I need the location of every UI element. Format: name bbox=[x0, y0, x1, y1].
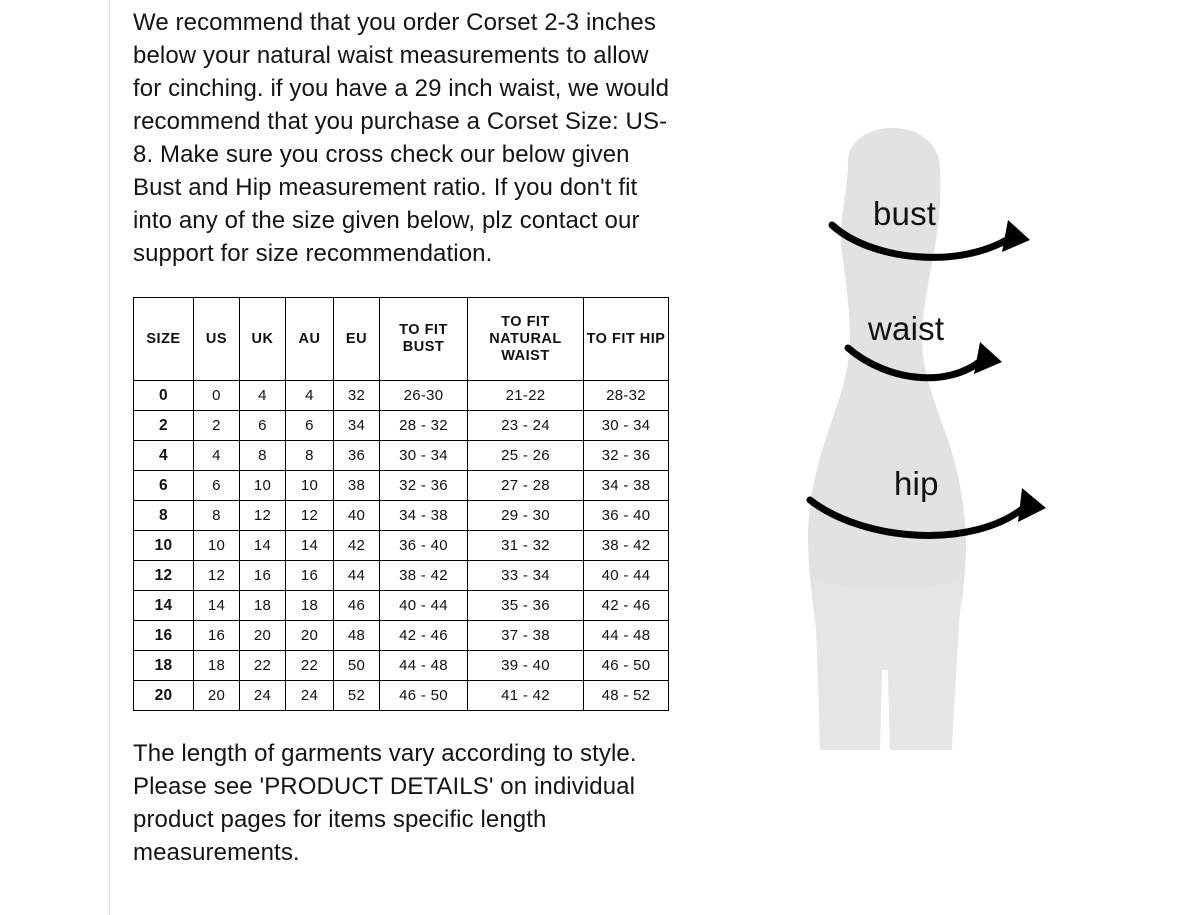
cell-eu: 36 bbox=[334, 441, 380, 471]
cell-bust: 40 - 44 bbox=[380, 591, 468, 621]
cell-uk: 10 bbox=[240, 471, 286, 501]
cell-uk: 4 bbox=[240, 381, 286, 411]
cell-natural-waist: 27 - 28 bbox=[468, 471, 584, 501]
table-row bbox=[134, 591, 669, 621]
cell-eu: 38 bbox=[334, 471, 380, 501]
cell-bust: 28 - 32 bbox=[380, 411, 468, 441]
cell-bust: 42 - 46 bbox=[380, 621, 468, 651]
cell-uk: 24 bbox=[240, 681, 286, 711]
table-row bbox=[134, 561, 669, 591]
table-row bbox=[134, 681, 669, 711]
cell-natural-waist: 31 - 32 bbox=[468, 531, 584, 561]
cell-eu: 34 bbox=[334, 411, 380, 441]
footer-paragraph: The length of garments vary according to style. Please see 'PRODUCT DETAILS' on individual product pages for items specific length measurements. bbox=[133, 740, 637, 866]
column-header-au: AU bbox=[286, 298, 334, 381]
cell-us: 4 bbox=[194, 441, 240, 471]
cell-natural-waist: 41 - 42 bbox=[468, 681, 584, 711]
cell-size: 18 bbox=[134, 651, 194, 681]
cell-bust: 44 - 48 bbox=[380, 651, 468, 681]
intro-paragraph: We recommend that you order Corset 2-3 inches below your natural waist measurements to allow for cinching. if you have a 29 inch waist, we would recommend that you purchase a Corset Size: US-8. Make sure you cross check our below given Bust and Hip measurement ratio. If you don't fit into any of the size given below, plz contact our support for size recommendation. bbox=[133, 9, 670, 267]
cell-eu: 32 bbox=[334, 381, 380, 411]
cell-natural-waist: 23 - 24 bbox=[468, 411, 584, 441]
cell-hip: 48 - 52 bbox=[584, 681, 669, 711]
cell-natural-waist: 35 - 36 bbox=[468, 591, 584, 621]
cell-au: 8 bbox=[286, 441, 334, 471]
waist-label: waist bbox=[868, 310, 945, 347]
cell-hip: 32 - 36 bbox=[584, 441, 669, 471]
cell-size: 14 bbox=[134, 591, 194, 621]
cell-uk: 8 bbox=[240, 441, 286, 471]
cell-au: 6 bbox=[286, 411, 334, 441]
column-header-to-fit-hip: TO FIT HIP bbox=[584, 298, 669, 381]
left-margin-rule bbox=[109, 0, 110, 915]
column-header-to-fit-bust: TO FIT BUST bbox=[380, 298, 468, 381]
cell-hip: 28-32 bbox=[584, 381, 669, 411]
cell-hip: 38 - 42 bbox=[584, 531, 669, 561]
cell-hip: 34 - 38 bbox=[584, 471, 669, 501]
cell-natural-waist: 37 - 38 bbox=[468, 621, 584, 651]
table-row bbox=[134, 411, 669, 441]
cell-au: 12 bbox=[286, 501, 334, 531]
cell-natural-waist: 39 - 40 bbox=[468, 651, 584, 681]
column-header-us: US bbox=[194, 298, 240, 381]
cell-us: 2 bbox=[194, 411, 240, 441]
cell-au: 18 bbox=[286, 591, 334, 621]
table-header-row bbox=[134, 298, 669, 381]
cell-hip: 46 - 50 bbox=[584, 651, 669, 681]
cell-us: 8 bbox=[194, 501, 240, 531]
cell-size: 12 bbox=[134, 561, 194, 591]
cell-natural-waist: 21-22 bbox=[468, 381, 584, 411]
cell-eu: 44 bbox=[334, 561, 380, 591]
cell-au: 20 bbox=[286, 621, 334, 651]
cell-eu: 52 bbox=[334, 681, 380, 711]
cell-bust: 36 - 40 bbox=[380, 531, 468, 561]
cell-au: 4 bbox=[286, 381, 334, 411]
text-and-table-column bbox=[133, 0, 693, 893]
cell-us: 10 bbox=[194, 531, 240, 561]
bust-label: bust bbox=[873, 195, 937, 232]
cell-size: 2 bbox=[134, 411, 194, 441]
cell-au: 10 bbox=[286, 471, 334, 501]
table-row bbox=[134, 441, 669, 471]
cell-bust: 46 - 50 bbox=[380, 681, 468, 711]
cell-us: 14 bbox=[194, 591, 240, 621]
column-header-to-fit-natural-waist: TO FIT NATURAL WAIST bbox=[468, 298, 584, 381]
cell-bust: 34 - 38 bbox=[380, 501, 468, 531]
cell-hip: 40 - 44 bbox=[584, 561, 669, 591]
size-chart-table bbox=[133, 297, 669, 711]
cell-us: 0 bbox=[194, 381, 240, 411]
cell-bust: 30 - 34 bbox=[380, 441, 468, 471]
cell-uk: 18 bbox=[240, 591, 286, 621]
cell-bust: 38 - 42 bbox=[380, 561, 468, 591]
cell-eu: 42 bbox=[334, 531, 380, 561]
column-header-size: SIZE bbox=[134, 298, 194, 381]
cell-size: 10 bbox=[134, 531, 194, 561]
cell-au: 14 bbox=[286, 531, 334, 561]
table-row bbox=[134, 381, 669, 411]
cell-size: 8 bbox=[134, 501, 194, 531]
cell-eu: 40 bbox=[334, 501, 380, 531]
table-row bbox=[134, 531, 669, 561]
cell-bust: 32 - 36 bbox=[380, 471, 468, 501]
cell-hip: 30 - 34 bbox=[584, 411, 669, 441]
table-row bbox=[134, 651, 669, 681]
cell-uk: 20 bbox=[240, 621, 286, 651]
column-header-eu: EU bbox=[334, 298, 380, 381]
cell-uk: 16 bbox=[240, 561, 286, 591]
cell-eu: 50 bbox=[334, 651, 380, 681]
cell-natural-waist: 25 - 26 bbox=[468, 441, 584, 471]
cell-us: 6 bbox=[194, 471, 240, 501]
hip-label: hip bbox=[894, 465, 939, 502]
cell-uk: 6 bbox=[240, 411, 286, 441]
cell-hip: 44 - 48 bbox=[584, 621, 669, 651]
cell-size: 0 bbox=[134, 381, 194, 411]
cell-size: 20 bbox=[134, 681, 194, 711]
cell-hip: 42 - 46 bbox=[584, 591, 669, 621]
cell-natural-waist: 33 - 34 bbox=[468, 561, 584, 591]
figure-svg bbox=[770, 110, 1150, 790]
cell-hip: 36 - 40 bbox=[584, 501, 669, 531]
cell-us: 18 bbox=[194, 651, 240, 681]
cell-us: 12 bbox=[194, 561, 240, 591]
cell-us: 16 bbox=[194, 621, 240, 651]
cell-eu: 46 bbox=[334, 591, 380, 621]
cell-bust: 26-30 bbox=[380, 381, 468, 411]
cell-au: 24 bbox=[286, 681, 334, 711]
table-row bbox=[134, 471, 669, 501]
cell-uk: 22 bbox=[240, 651, 286, 681]
body-measurement-figure bbox=[770, 110, 1150, 790]
cell-us: 20 bbox=[194, 681, 240, 711]
cell-size: 6 bbox=[134, 471, 194, 501]
cell-au: 22 bbox=[286, 651, 334, 681]
cell-uk: 12 bbox=[240, 501, 286, 531]
table-row bbox=[134, 621, 669, 651]
cell-uk: 14 bbox=[240, 531, 286, 561]
cell-au: 16 bbox=[286, 561, 334, 591]
cell-size: 16 bbox=[134, 621, 194, 651]
cell-eu: 48 bbox=[334, 621, 380, 651]
cell-size: 4 bbox=[134, 441, 194, 471]
column-header-uk: UK bbox=[240, 298, 286, 381]
table-row bbox=[134, 501, 669, 531]
cell-natural-waist: 29 - 30 bbox=[468, 501, 584, 531]
